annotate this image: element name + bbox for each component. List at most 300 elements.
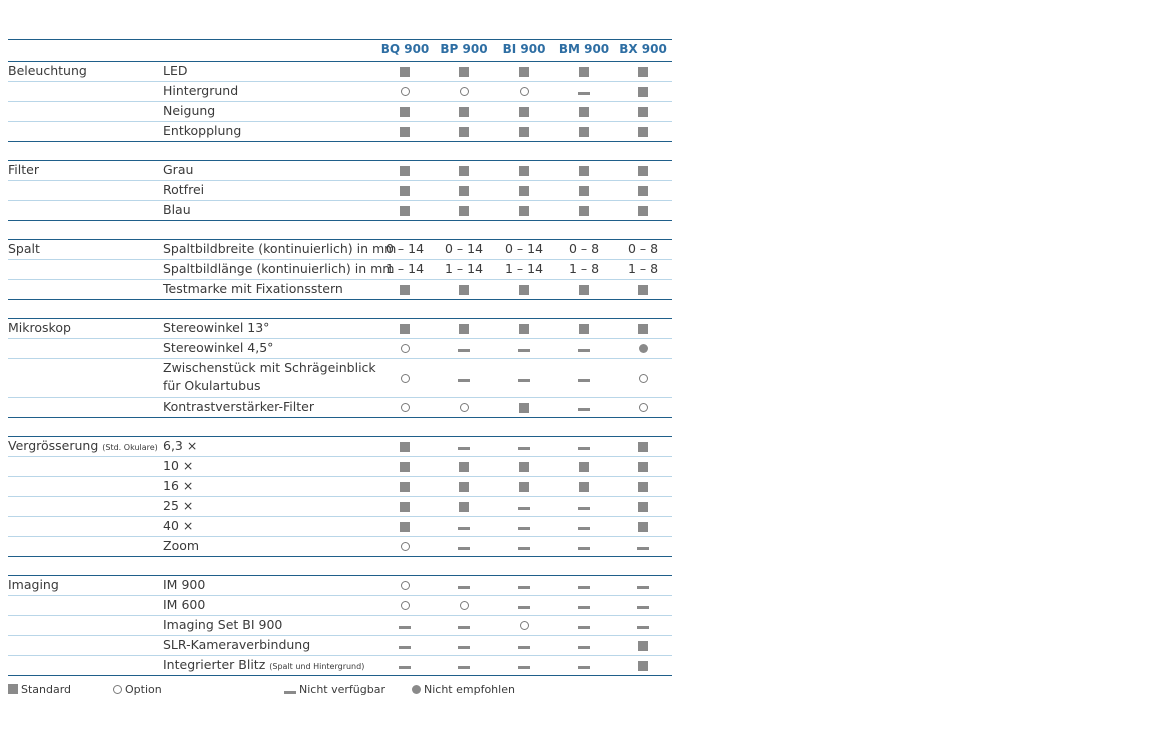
legend-item-std: [8, 684, 71, 696]
table-cell: [436, 537, 492, 555]
column-header: BI 900: [502, 42, 546, 56]
table-cell: [615, 576, 671, 594]
standard-square-icon: [519, 462, 529, 472]
table-cell: [496, 82, 552, 100]
table-cell: [377, 477, 433, 495]
not-available-dash-icon: [578, 547, 590, 550]
table-cell: 0 – 8: [627, 241, 659, 256]
option-circle-icon: [401, 542, 410, 551]
legend-item-nr: [412, 684, 515, 696]
table-cell: [377, 596, 433, 614]
table-cell: [436, 636, 492, 654]
table-cell: [377, 339, 433, 357]
standard-square-icon: [638, 482, 648, 492]
legend-item-opt: [113, 684, 162, 696]
table-cell: [436, 596, 492, 614]
table-cell: [615, 319, 671, 337]
feature-text: 10 ×: [163, 458, 194, 473]
standard-square-icon: [459, 166, 469, 176]
table-cell: [615, 339, 671, 357]
table-cell: [496, 437, 552, 455]
feature-label: [163, 240, 396, 258]
column-header: BP 900: [440, 42, 488, 56]
standard-square-icon: [579, 107, 589, 117]
table-cell: [556, 656, 612, 674]
option-circle-icon: [401, 581, 410, 590]
table-cell: [377, 161, 433, 179]
category-text: Filter: [8, 162, 39, 177]
option-circle-icon: [460, 601, 469, 610]
not-available-dash-icon: [518, 507, 530, 510]
feature-label: [163, 398, 314, 416]
standard-square-icon: [400, 285, 410, 295]
not-available-dash-icon: [518, 666, 530, 669]
group-spacer: [8, 557, 672, 576]
standard-square-icon: [638, 206, 648, 216]
feature-text: 16 ×: [163, 478, 194, 493]
table-row: [8, 596, 672, 616]
table-cell: [556, 457, 612, 475]
not-available-dash-icon: [578, 379, 590, 382]
option-circle-icon: [460, 87, 469, 96]
table-row: [8, 102, 672, 122]
table-cell: [556, 122, 612, 140]
standard-square-icon: [400, 127, 410, 137]
feature-label: [163, 437, 197, 455]
standard-square-icon: [519, 324, 529, 334]
table-cell: [436, 457, 492, 475]
table-cell: [496, 319, 552, 337]
not-available-dash-icon: [518, 447, 530, 450]
table-cell: [556, 359, 612, 397]
feature-note: (Spalt und Hintergrund): [269, 662, 365, 671]
table-row: [8, 477, 672, 497]
table-cell: [377, 122, 433, 140]
table-row: [8, 636, 672, 656]
table-cell: [496, 537, 552, 555]
feature-label: [163, 280, 343, 298]
table-cell: [496, 616, 552, 634]
table-cell: [436, 161, 492, 179]
table-cell: [556, 576, 612, 594]
table-cell: [496, 497, 552, 515]
standard-square-icon: [638, 107, 648, 117]
table-cell: [615, 457, 671, 475]
not-available-dash-icon: [518, 646, 530, 649]
standard-square-icon: [519, 482, 529, 492]
feature-text: Stereowinkel 4,5°: [163, 340, 274, 355]
table-cell: [436, 82, 492, 100]
not-available-dash-icon: [399, 626, 411, 629]
feature-text: Grau: [163, 162, 194, 177]
table-row: [8, 339, 672, 359]
table-cell: [615, 201, 671, 219]
not-available-dash-icon: [578, 626, 590, 629]
table-cell: [615, 537, 671, 555]
table-cell: [556, 537, 612, 555]
table-cell: 1 – 14: [504, 261, 544, 276]
table-cell: [556, 477, 612, 495]
table-cell: [436, 102, 492, 120]
table-cell: [615, 122, 671, 140]
feature-label: [163, 517, 193, 535]
table-cell: [556, 319, 612, 337]
standard-square-icon: [400, 324, 410, 334]
table-cell: [615, 616, 671, 634]
not-available-dash-icon: [518, 586, 530, 589]
feature-text: Spaltbildbreite (kontinuierlich) in mm: [163, 241, 397, 256]
table-cell: [556, 102, 612, 120]
feature-text: Integrierter Blitz: [163, 657, 266, 672]
table-row: [8, 122, 672, 141]
table-cell: [436, 319, 492, 337]
feature-label: [163, 359, 376, 395]
table-cell: [556, 201, 612, 219]
table-cell: [496, 359, 552, 397]
table-cell: [496, 398, 552, 416]
feature-text: SLR-Kameraverbindung: [163, 637, 311, 652]
feature-label: [163, 82, 238, 100]
feature-label: [163, 576, 205, 594]
table-row: [8, 616, 672, 636]
table-row: [8, 517, 672, 537]
not-available-dash-icon: [637, 547, 649, 550]
table-cell: [377, 201, 433, 219]
legend-item-na: [284, 684, 385, 696]
standard-square-icon: [459, 107, 469, 117]
feature-label: [163, 636, 310, 654]
standard-square-icon: [638, 285, 648, 295]
feature-text: Zwischenstück mit Schrägeinblick: [163, 360, 376, 375]
table-cell: [556, 280, 612, 298]
feature-label: [163, 201, 191, 219]
category-label: [8, 319, 71, 337]
table-cell: [615, 102, 671, 120]
table-cell: [377, 457, 433, 475]
table-cell: [556, 437, 612, 455]
table-cell: [496, 201, 552, 219]
table-cell: 1 – 14: [385, 261, 425, 276]
table-cell: [496, 457, 552, 475]
table-cell: [556, 596, 612, 614]
table-row: [8, 260, 672, 280]
option-circle-icon: [401, 374, 410, 383]
standard-square-icon: [459, 502, 469, 512]
not-available-dash-icon: [458, 626, 470, 629]
table-row: [8, 537, 672, 556]
table-cell: [377, 636, 433, 654]
table-cell: [496, 181, 552, 199]
standard-square-icon: [579, 166, 589, 176]
table-cell: [496, 102, 552, 120]
table-row: [8, 497, 672, 517]
table-cell: [436, 280, 492, 298]
not-available-dash-icon: [518, 349, 530, 352]
table-cell: [436, 517, 492, 535]
table-cell: [436, 201, 492, 219]
table-row: [8, 201, 672, 220]
feature-label: [163, 319, 269, 337]
not-available-dash-icon: [578, 527, 590, 530]
table-cell: [436, 497, 492, 515]
standard-square-icon: [638, 186, 648, 196]
feature-label: [163, 656, 364, 676]
table-cell: [377, 62, 433, 80]
column-header: BX 900: [619, 42, 667, 56]
table-cell: [496, 62, 552, 80]
table-cell: [377, 82, 433, 100]
standard-square-icon: [459, 285, 469, 295]
standard-square-icon: [579, 127, 589, 137]
table-cell: [377, 616, 433, 634]
feature-label: [163, 161, 193, 179]
standard-square-icon: [638, 127, 648, 137]
standard-square-icon: [459, 127, 469, 137]
table-cell: [615, 280, 671, 298]
table-cell: [615, 517, 671, 535]
feature-text: 40 ×: [163, 518, 194, 533]
option-circle-icon: [401, 87, 410, 96]
standard-square-icon: [459, 186, 469, 196]
table-cell: [556, 82, 612, 100]
table-cell: 1 – 8: [627, 261, 659, 276]
standard-square-icon: [579, 482, 589, 492]
feature-text: Testmarke mit Fixationsstern: [163, 281, 343, 296]
not-available-dash-icon: [458, 379, 470, 382]
standard-square-icon: [519, 166, 529, 176]
standard-square-icon: [579, 462, 589, 472]
not-available-dash-icon: [458, 547, 470, 550]
table-group: [8, 62, 672, 142]
category-label: [8, 240, 40, 258]
column-header: BQ 900: [380, 42, 430, 56]
table-cell: [436, 437, 492, 455]
table-cell: [496, 596, 552, 614]
feature-label: [163, 260, 394, 278]
table-cell: 0 – 14: [385, 241, 425, 256]
not-available-dash-icon: [458, 586, 470, 589]
not-available-dash-icon: [578, 646, 590, 649]
standard-square-icon: [638, 502, 648, 512]
feature-text: Stereowinkel 13°: [163, 320, 270, 335]
table-group: [8, 240, 672, 300]
standard-square-icon: [8, 684, 18, 694]
table-row: [8, 656, 672, 675]
standard-square-icon: [519, 403, 529, 413]
category-label: [8, 437, 158, 457]
column-header: BM 900: [558, 42, 610, 56]
option-circle-icon: [520, 87, 529, 96]
option-circle-icon: [401, 601, 410, 610]
standard-square-icon: [400, 522, 410, 532]
table-cell: [377, 319, 433, 337]
table-cell: [436, 181, 492, 199]
standard-square-icon: [638, 462, 648, 472]
table-cell: [377, 537, 433, 555]
standard-square-icon: [400, 107, 410, 117]
table-cell: [377, 656, 433, 674]
category-text: Imaging: [8, 577, 59, 592]
table-cell: [496, 339, 552, 357]
feature-text: 25 ×: [163, 498, 194, 513]
category-label: [8, 576, 59, 594]
table-group: [8, 576, 672, 676]
not-available-dash-icon: [578, 447, 590, 450]
table-cell: [436, 656, 492, 674]
standard-square-icon: [579, 206, 589, 216]
not-available-dash-icon: [284, 691, 296, 694]
standard-square-icon: [400, 442, 410, 452]
standard-square-icon: [519, 186, 529, 196]
feature-text: Kontrastverstärker-Filter: [163, 399, 314, 414]
not-available-dash-icon: [458, 666, 470, 669]
table-cell: [377, 359, 433, 397]
feature-label: [163, 616, 282, 634]
standard-square-icon: [579, 324, 589, 334]
table-cell: [377, 576, 433, 594]
standard-square-icon: [400, 186, 410, 196]
table-cell: 0 – 14: [504, 241, 544, 256]
category-text: Beleuchtung: [8, 63, 87, 78]
table-cell: [436, 576, 492, 594]
feature-label: [163, 122, 241, 140]
table-cell: [556, 517, 612, 535]
comparison-table: [8, 39, 672, 676]
option-circle-icon: [639, 374, 648, 383]
standard-square-icon: [579, 67, 589, 77]
table-cell: 1 – 14: [444, 261, 484, 276]
table-row: [8, 359, 672, 398]
standard-square-icon: [519, 206, 529, 216]
not-recommended-dot-icon: [639, 344, 648, 353]
table-cell: [615, 497, 671, 515]
standard-square-icon: [400, 462, 410, 472]
option-circle-icon: [113, 685, 122, 694]
feature-text: Zoom: [163, 538, 200, 553]
table-cell: [377, 497, 433, 515]
not-available-dash-icon: [578, 586, 590, 589]
standard-square-icon: [519, 127, 529, 137]
feature-label: [163, 457, 193, 475]
standard-square-icon: [459, 206, 469, 216]
feature-label: [163, 477, 193, 495]
not-available-dash-icon: [458, 447, 470, 450]
table-cell: [556, 398, 612, 416]
feature-text: Neigung: [163, 103, 216, 118]
table-cell: [436, 62, 492, 80]
table-cell: [496, 576, 552, 594]
table-cell: [556, 339, 612, 357]
standard-square-icon: [400, 206, 410, 216]
standard-square-icon: [519, 107, 529, 117]
option-circle-icon: [401, 403, 410, 412]
group-spacer: [8, 142, 672, 161]
category-text: Spalt: [8, 241, 40, 256]
feature-text: LED: [163, 63, 188, 78]
feature-text-line2: für Okulartubus: [163, 378, 261, 393]
option-circle-icon: [639, 403, 648, 412]
not-recommended-dot-icon: [412, 685, 421, 694]
standard-square-icon: [579, 285, 589, 295]
not-available-dash-icon: [637, 586, 649, 589]
table-cell: [615, 181, 671, 199]
category-label: [8, 62, 87, 80]
table-cell: [496, 656, 552, 674]
not-available-dash-icon: [578, 666, 590, 669]
table-cell: [496, 280, 552, 298]
standard-square-icon: [519, 67, 529, 77]
standard-square-icon: [459, 462, 469, 472]
table-cell: [496, 477, 552, 495]
table-cell: [436, 477, 492, 495]
feature-label: [163, 339, 273, 357]
standard-square-icon: [638, 87, 648, 97]
table-row: [8, 457, 672, 477]
table-cell: [556, 497, 612, 515]
standard-square-icon: [400, 502, 410, 512]
feature-text: Spaltbildlänge (kontinuierlich) in mm: [163, 261, 395, 276]
standard-square-icon: [459, 67, 469, 77]
standard-square-icon: [638, 324, 648, 334]
feature-text: Entkopplung: [163, 123, 242, 138]
feature-label: [163, 102, 215, 120]
not-available-dash-icon: [578, 507, 590, 510]
group-spacer: [8, 300, 672, 319]
legend-label: Standard: [21, 683, 72, 696]
table-row: [8, 398, 672, 417]
table-cell: [377, 280, 433, 298]
table-cell: [615, 62, 671, 80]
option-circle-icon: [401, 344, 410, 353]
not-available-dash-icon: [578, 349, 590, 352]
table-row: [8, 240, 672, 260]
category-label: [8, 161, 39, 179]
standard-square-icon: [638, 442, 648, 452]
standard-square-icon: [638, 661, 648, 671]
standard-square-icon: [400, 67, 410, 77]
table-cell: [377, 517, 433, 535]
not-available-dash-icon: [637, 606, 649, 609]
table-row: [8, 161, 672, 181]
feature-label: [163, 497, 193, 515]
table-cell: [556, 636, 612, 654]
table-cell: [615, 636, 671, 654]
table-cell: [556, 181, 612, 199]
table-cell: [496, 636, 552, 654]
standard-square-icon: [579, 186, 589, 196]
feature-text: 6,3 ×: [163, 438, 198, 453]
standard-square-icon: [400, 482, 410, 492]
standard-square-icon: [638, 67, 648, 77]
not-available-dash-icon: [518, 547, 530, 550]
legend-label: Option: [125, 683, 162, 696]
option-circle-icon: [520, 621, 529, 630]
table-cell: [496, 122, 552, 140]
table-cell: [377, 437, 433, 455]
table-cell: [556, 161, 612, 179]
group-spacer: [8, 221, 672, 240]
table-header: [8, 39, 672, 62]
table-row: [8, 62, 672, 82]
table-cell: [436, 339, 492, 357]
category-text: Vergrösserung: [8, 438, 99, 453]
table-cell: [615, 656, 671, 674]
not-available-dash-icon: [458, 349, 470, 352]
table-row: [8, 576, 672, 596]
table-group: [8, 161, 672, 221]
not-available-dash-icon: [518, 606, 530, 609]
table-cell: 0 – 14: [444, 241, 484, 256]
